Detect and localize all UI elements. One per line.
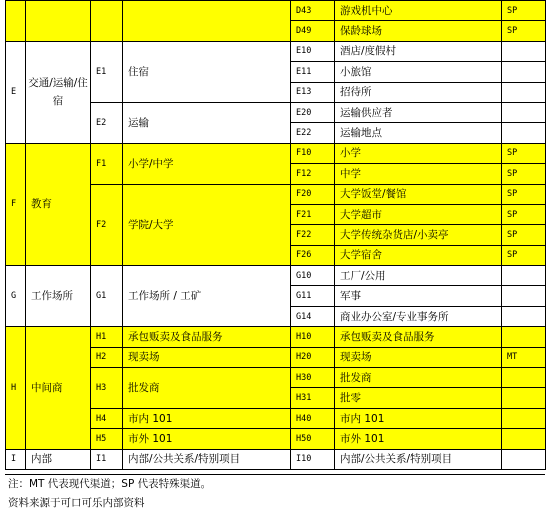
table-cell: 小学/中学 [123, 143, 291, 184]
table-cell: E1 [91, 41, 123, 102]
table-cell: 承包贩卖及食品服务 [123, 327, 291, 347]
table-cell [502, 266, 546, 286]
table-cell: 现卖场 [123, 347, 291, 367]
table-cell: I10 [291, 449, 335, 469]
table-cell [123, 1, 291, 42]
table-cell: F10 [291, 143, 335, 163]
table-cell: 保龄球场 [335, 21, 502, 41]
table-cell: 交通/运输/住宿 [26, 41, 91, 143]
table-cell [502, 82, 546, 102]
table-cell: 市外 101 [123, 429, 291, 449]
table-cell: SP [502, 1, 546, 21]
table-cell: SP [502, 21, 546, 41]
table-cell: H30 [291, 368, 335, 388]
table-cell: 教育 [26, 143, 91, 265]
table-cell: H40 [291, 408, 335, 428]
table-cell: 大学饭堂/餐馆 [335, 184, 502, 204]
table-cell: SP [502, 245, 546, 265]
table-cell: SP [502, 225, 546, 245]
table-cell: 批发商 [123, 368, 291, 409]
channel-legend-note: 注：MT 代表现代渠道；SP 代表特殊渠道。 [8, 478, 212, 490]
table-cell: 内部/公共关系/特别项目 [123, 449, 291, 469]
table-cell: SP [502, 143, 546, 163]
table-cell: H20 [291, 347, 335, 367]
table-cell [502, 408, 546, 428]
table-cell: H2 [91, 347, 123, 367]
table-cell: F21 [291, 204, 335, 224]
table-cell: G [6, 266, 26, 327]
table-cell: SP [502, 204, 546, 224]
table-cell: F1 [91, 143, 123, 184]
table-cell: 工厂/公用 [335, 266, 502, 286]
table-cell [502, 327, 546, 347]
table-cell: 内部/公共关系/特别项目 [335, 449, 502, 469]
table-cell: 大学传统杂货店/小卖亭 [335, 225, 502, 245]
table-cell: 运输供应者 [335, 102, 502, 122]
table-cell [502, 306, 546, 326]
table-cell: F20 [291, 184, 335, 204]
table-cell: E [6, 41, 26, 143]
table-cell: 大学超市 [335, 204, 502, 224]
table-cell: 运输 [123, 102, 291, 143]
table-cell: 承包贩卖及食品服务 [335, 327, 502, 347]
table-cell [91, 1, 123, 42]
table-cell: 军事 [335, 286, 502, 306]
table-cell: 市内 101 [335, 408, 502, 428]
table-cell: 工作场所 / 工矿 [123, 266, 291, 327]
table-cell: D49 [291, 21, 335, 41]
table-cell: 内部 [26, 449, 91, 469]
source-note: 资料来源于可口可乐内部资料 [8, 497, 145, 509]
table-cell: G10 [291, 266, 335, 286]
table-row [6, 143, 546, 163]
table-cell: H5 [91, 429, 123, 449]
table-cell [502, 429, 546, 449]
table-cell: E13 [291, 82, 335, 102]
table-body [6, 1, 546, 470]
table-cell [502, 102, 546, 122]
channel-classification-table [5, 0, 546, 470]
table-cell [26, 1, 91, 42]
table-cell: 运输地点 [335, 123, 502, 143]
table-row [6, 449, 546, 469]
table-cell: F26 [291, 245, 335, 265]
table-cell: 商业办公室/专业事务所 [335, 306, 502, 326]
table-cell: 工作场所 [26, 266, 91, 327]
table-cell: G11 [291, 286, 335, 306]
table-cell: I1 [91, 449, 123, 469]
table-cell: H50 [291, 429, 335, 449]
table-cell: H [6, 327, 26, 449]
table-cell: MT [502, 347, 546, 367]
table-cell: H4 [91, 408, 123, 428]
table-cell [502, 123, 546, 143]
table-cell: E22 [291, 123, 335, 143]
table-row [6, 1, 546, 21]
channel-table-document [5, 0, 545, 520]
table-cell: F12 [291, 164, 335, 184]
table-cell: SP [502, 164, 546, 184]
table-cell: G14 [291, 306, 335, 326]
table-cell: 批发商 [335, 368, 502, 388]
table-cell: SP [502, 184, 546, 204]
table-cell: 游戏机中心 [335, 1, 502, 21]
table-cell: I [6, 449, 26, 469]
table-cell: 住宿 [123, 41, 291, 102]
table-cell: F2 [91, 184, 123, 266]
table-cell: 招待所 [335, 82, 502, 102]
table-cell: E10 [291, 41, 335, 61]
table-row [6, 41, 546, 61]
notes-section [5, 474, 545, 513]
table-cell: H3 [91, 368, 123, 409]
table-cell: H10 [291, 327, 335, 347]
table-cell: E11 [291, 62, 335, 82]
table-cell: G1 [91, 266, 123, 327]
table-cell: D43 [291, 1, 335, 21]
table-cell [502, 286, 546, 306]
table-cell [502, 449, 546, 469]
table-cell: H1 [91, 327, 123, 347]
table-cell [502, 368, 546, 388]
table-cell: 批零 [335, 388, 502, 408]
table-cell: 学院/大学 [123, 184, 291, 266]
table-cell: 中学 [335, 164, 502, 184]
table-row [6, 327, 546, 347]
table-cell: 酒店/度假村 [335, 41, 502, 61]
table-cell: E2 [91, 102, 123, 143]
table-cell [502, 41, 546, 61]
table-cell: 小学 [335, 143, 502, 163]
table-cell: 小旅馆 [335, 62, 502, 82]
table-cell: H31 [291, 388, 335, 408]
table-cell: 市外 101 [335, 429, 502, 449]
table-cell: 现卖场 [335, 347, 502, 367]
table-cell [6, 1, 26, 42]
table-cell: 市内 101 [123, 408, 291, 428]
table-cell: E20 [291, 102, 335, 122]
table-cell: 中间商 [26, 327, 91, 449]
table-cell: 大学宿舍 [335, 245, 502, 265]
table-row [6, 266, 546, 286]
table-cell [502, 62, 546, 82]
table-cell [502, 388, 546, 408]
table-cell: F [6, 143, 26, 265]
table-cell: F22 [291, 225, 335, 245]
